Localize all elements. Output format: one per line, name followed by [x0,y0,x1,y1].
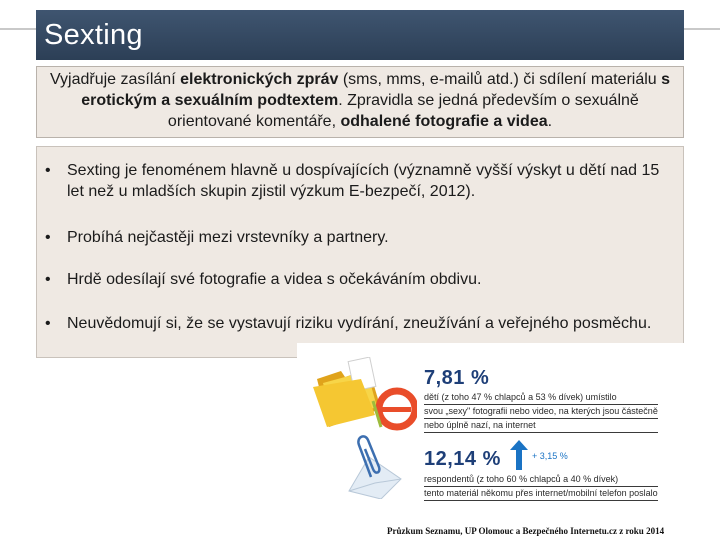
definition-part: Vyjadřuje zasílání [49,71,181,88]
stat-description [424,391,658,433]
definition-part: . Zpravidla se jedná především o sexuálně orientované komentáře, [167,92,639,130]
bullet-text: Hrdě odesílají své fotografie a videa s očekáváním obdivu. [67,271,482,288]
trend-value: + 3,15 % [532,451,568,461]
bullet-marker: • [45,271,51,288]
bullet-list [36,146,684,358]
decorative-line-right [684,28,720,30]
statistics-panel [297,343,703,540]
title-bar [36,10,684,60]
paperclip-envelope-icon [343,429,403,499]
bullet-marker: • [45,229,51,246]
stat-value: 12,14 % [424,448,501,470]
slide-title: Sexting [44,19,143,51]
list-item [45,269,675,290]
decorative-line-left [0,28,36,30]
definition-part: (sms, mms, e-mailů atd.) či sdílení materiálu [338,71,662,88]
stat-description [424,473,658,501]
definition-box [36,66,684,138]
stat-line: nebo úplně nazí, na internet [424,419,658,433]
bullet-text: Neuvědomují si, že se vystavují riziku vydírání, zneužívání a veřejného posměchu. [67,315,652,332]
stat-line: dětí (z toho 47 % chlapců a 53 % dívek) umístilo [424,391,658,405]
stat-line: svou „sexy" fotografii nebo video, na kterých jsou částečně [424,405,658,419]
list-item [45,313,675,334]
stat-value: 7,81 % [424,367,490,389]
folder-photo-icon [311,357,417,431]
definition-part: . [547,113,553,130]
definition-part-bold: elektronických zpráv [180,71,339,88]
stat-line: tento materiál někomu přes internet/mobilní telefon poslalo [424,487,658,501]
list-item [45,160,675,202]
definition-part-bold: odhalené fotografie a videa [340,113,548,130]
stat-line: respondentů (z toho 60 % chlapců a 40 % dívek) [424,473,658,487]
trend-up-arrow-icon [510,440,528,470]
bullet-marker: • [45,162,51,179]
bullet-marker: • [45,315,51,332]
bullet-text: Probíhá nejčastěji mezi vrstevníky a partnery. [67,229,389,246]
bullet-text: Sexting je fenoménem hlavně u dospívajících (významně vyšší výskyt u dětí nad 15 let než u mladších skupin zjistil výzkum E-bezpečí, 2012). [67,162,660,200]
definition-part-bold: s erotickým a sexuálním podtextem [81,71,671,109]
list-item [45,227,675,248]
source-note: Průzkum Seznamu, UP Olomouc a Bezpečného Internetu.cz z roku 2014 [387,526,665,536]
